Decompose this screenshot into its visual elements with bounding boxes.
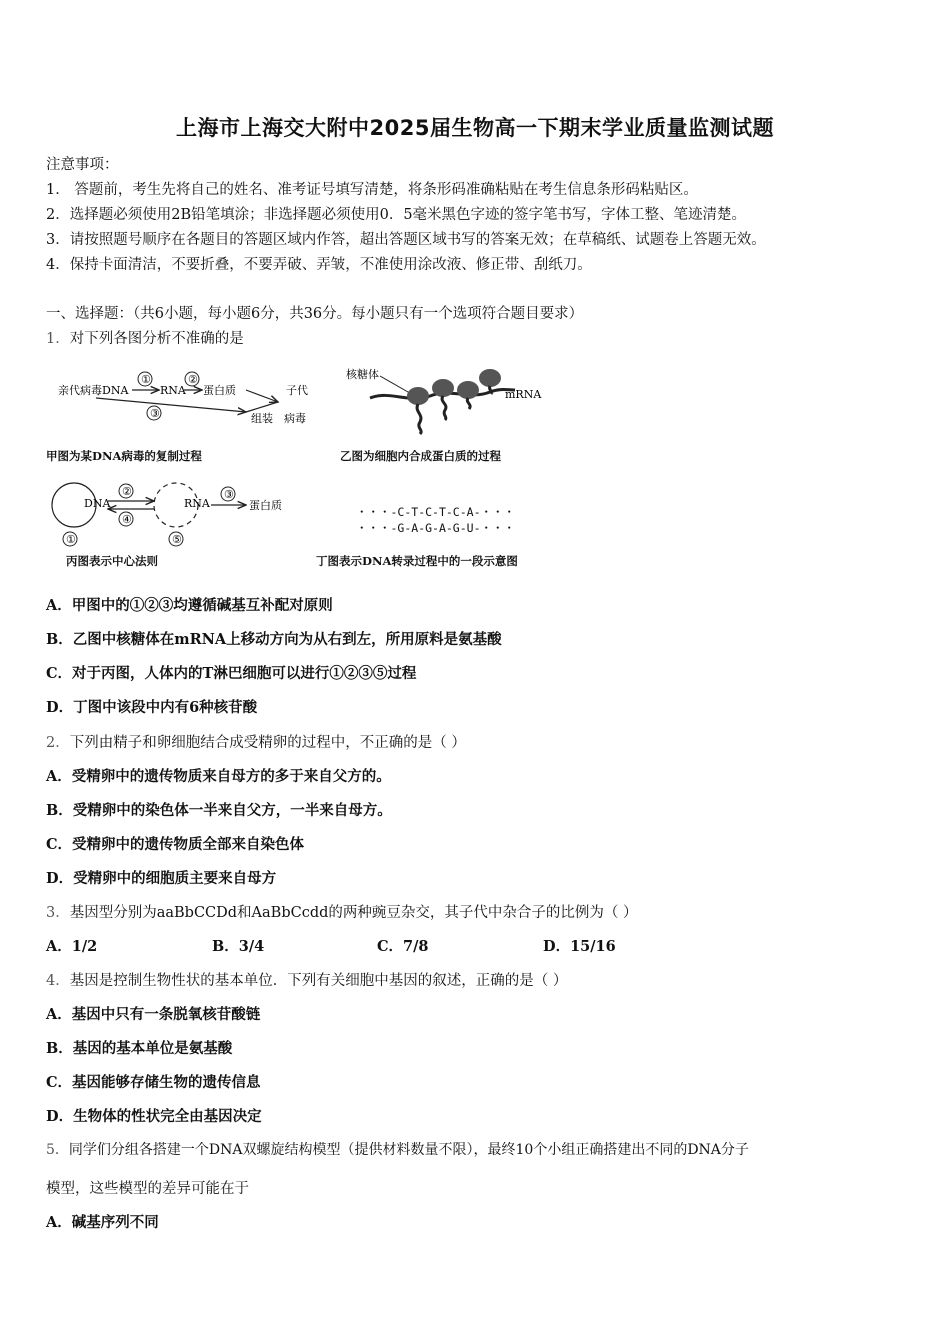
bing-step-1: ① <box>66 533 76 546</box>
question-3-stem <box>46 901 638 922</box>
question-number: 3． <box>46 905 70 921</box>
exam-title: 上海市上海交大附中2025届生物高一下期末学业质量监测试题 <box>176 116 774 140</box>
question-text: 基因是控制生物性状的基本单位．下列有关细胞中基因的叙述，正确的是（ ） <box>69 973 568 989</box>
option[interactable]: B．基因的基本单位是氨基酸 <box>46 1040 233 1057</box>
jia-zidai-label: 子代 <box>286 384 308 397</box>
option[interactable]: C．7/8 <box>377 938 429 955</box>
diagram-jia-caption: 甲图为某DNA病毒的复制过程 <box>46 449 202 463</box>
notice-item: 1． 答题前，考生先将自己的姓名、准考证号填写清楚，将条形码准确粘贴在考生信息条形码粘贴区。 <box>46 182 698 198</box>
option[interactable]: C．受精卵中的遗传物质全部来自染色体 <box>46 836 305 853</box>
diagram-yi <box>340 360 550 440</box>
jia-source-label: 亲代病毒DNA <box>58 384 129 397</box>
step-2-label: ② <box>188 373 198 386</box>
ribosome-icon <box>432 379 454 397</box>
peptide-chain <box>442 396 446 420</box>
option[interactable]: B．受精卵中的染色体一半来自父方，一半来自母方。 <box>46 802 392 819</box>
diagram-bing-caption: 丙图表示中心法则 <box>66 554 158 568</box>
step-3-label: ③ <box>150 407 160 420</box>
arrow-4 <box>246 390 278 402</box>
bing-step-2: ② <box>122 485 132 498</box>
jia-rna-label: RNA <box>160 384 186 397</box>
notice-heading: 注意事项： <box>46 157 119 173</box>
question-number: 4． <box>46 973 70 989</box>
question-5-stem-continued: 模型，这些模型的差异可能在于 <box>46 1181 249 1197</box>
ding-strand-2: ・・・-G-A-G-A-G-U-・・・ <box>356 521 516 535</box>
peptide-chain <box>467 398 470 409</box>
ding-strand-1: ・・・-C-T-C-T-C-A-・・・ <box>356 505 516 519</box>
bing-step-3: ③ <box>224 488 234 501</box>
option[interactable]: A．基因中只有一条脱氧核苷酸链 <box>46 1006 261 1023</box>
option[interactable]: B．乙图中核糖体在mRNA上移动方向为从右到左，所用原料是氨基酸 <box>46 631 502 648</box>
question-2-stem <box>46 731 466 752</box>
option[interactable]: A．受精卵中的遗传物质来自母方的多于来自父方的。 <box>46 768 391 785</box>
question-5-stem <box>46 1139 749 1159</box>
peptide-chain <box>417 404 421 434</box>
ribosome-icon <box>407 387 429 405</box>
step-1-label: ① <box>141 373 151 386</box>
option[interactable]: C．基因能够存储生物的遗传信息 <box>46 1074 261 1091</box>
question-1-stem <box>46 327 244 348</box>
section-heading: 一、选择题：（共6小题，每小题6分，共36分。每小题只有一个选项符合题目要求） <box>46 306 584 322</box>
yi-ribosome-label: 核糖体 <box>346 368 379 381</box>
question-text: 同学们分组各搭建一个DNA双螺旋结构模型（提供材料数量不限），最终10个小组正确搭建出不同的DNA分子 <box>68 1142 749 1158</box>
option[interactable]: A．甲图中的①②③均遵循碱基互补配对原则 <box>46 597 333 614</box>
arrow-5 <box>246 402 278 412</box>
bing-step-4: ④ <box>122 513 132 526</box>
question-text: 对下列各图分析不准确的是 <box>69 331 244 347</box>
bing-rna-label: RNA <box>184 497 210 510</box>
question-text: 下列由精子和卵细胞结合成受精卵的过程中，不正确的是（ ） <box>69 735 466 751</box>
option[interactable]: D．丁图中该段中内有6种核苷酸 <box>46 699 258 716</box>
diagram-jia <box>46 360 321 440</box>
notice-item: 3．请按照题号顺序在各题目的答题区域内作答，超出答题区域书写的答案无效；在草稿纸、试题卷上答题无效。 <box>46 232 766 248</box>
question-number: 5． <box>46 1142 69 1158</box>
diagram-yi-caption: 乙图为细胞内合成蛋白质的过程 <box>340 449 501 463</box>
bing-protein-label: 蛋白质 <box>249 499 282 512</box>
ribosome-icon <box>457 381 479 399</box>
diagram-bing <box>46 475 306 550</box>
bing-dna-label: DNA <box>84 497 111 510</box>
arrow-3 <box>96 398 246 412</box>
jia-bingdu-label: 病毒 <box>284 412 306 425</box>
ribosome-icon <box>479 369 501 387</box>
option[interactable]: D．生物体的性状完全由基因决定 <box>46 1108 262 1125</box>
option[interactable]: D．受精卵中的细胞质主要来自母方 <box>46 870 277 887</box>
yi-mrna-label: mRNA <box>505 388 542 401</box>
jia-zuzhuang-label: 组装 <box>251 412 273 425</box>
option[interactable]: D．15/16 <box>543 938 616 955</box>
option[interactable]: A．碱基序列不同 <box>46 1214 159 1231</box>
jia-protein-label: 蛋白质 <box>203 384 236 397</box>
question-text: 基因型分别为aaBbCCDd和AaBbCcdd的两种豌豆杂交，其子代中杂合子的比例为（ ） <box>69 905 638 921</box>
question-4-stem <box>46 969 567 990</box>
option[interactable]: C．对于丙图，人体内的T淋巴细胞可以进行①②③⑤过程 <box>46 665 417 682</box>
option[interactable]: B．3/4 <box>212 938 265 955</box>
bing-step-5: ⑤ <box>172 533 182 546</box>
notice-item: 4．保持卡面清洁，不要折叠，不要弄破、弄皱，不准使用涂改液、修正带、刮纸刀。 <box>46 257 592 273</box>
option[interactable]: A．1/2 <box>46 938 98 955</box>
question-number: 2． <box>46 735 70 751</box>
diagram-ding-caption: 丁图表示DNA转录过程中的一段示意图 <box>316 554 518 568</box>
notice-item: 2．选择题必须使用2B铅笔填涂；非选择题必须使用0．5毫米黑色字迹的签字笔书写，字体工整、笔迹清楚。 <box>46 207 747 223</box>
question-number: 1． <box>46 331 70 347</box>
